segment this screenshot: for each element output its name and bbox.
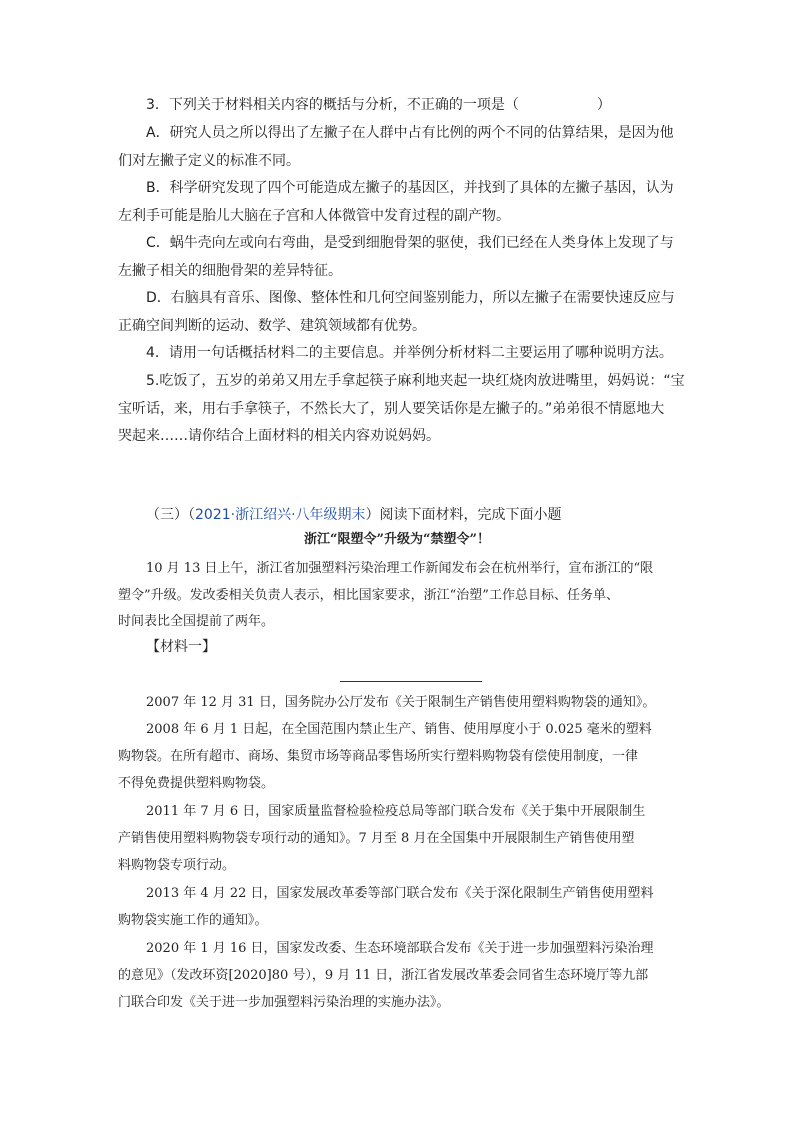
para-2013-line1: 2013 年 4 月 22 日，国家发展改革委等部门联合发布《关于深化限制生产销售使用塑料 — [146, 886, 654, 901]
para-2020-line1: 2020 年 1 月 16 日，国家发改委、生态环境部联合发布《关于进一步加强塑料污染治理 — [146, 941, 654, 956]
source-tag: 2021·浙江绍兴·八年级期末 — [195, 507, 366, 523]
para-2013-line2: 购物袋实施工作的通知》。 — [118, 913, 268, 928]
option-d-line2: 正确空间判断的运动、数学、建筑领域都有优势。 — [118, 318, 426, 334]
question-5-line3: 哭起来……请你结合上面材料的相关内容劝说妈妈。 — [118, 428, 440, 444]
para-2008-line1: 2008 年 6 月 1 日起，在全国范围内禁止生产、销售、使用厚度小于 0.025 毫米的塑料 — [146, 722, 652, 737]
intro-line1: 10 月 13 日上午，浙江省加强塑料污染治理工作新闻发布会在杭州举行，宣布浙江的“限 — [146, 561, 654, 576]
question-3-stem: 3．下列关于材料相关内容的概括与分析，不正确的一项是（ ） — [146, 97, 611, 113]
para-2020-line2: 的意见》（发改环资[2020]80 号），9 月 11 日，浙江省发展改革委会同省生态环境厅等九部 — [118, 968, 649, 983]
option-c-line2: 左撇子相关的细胞骨架的差异特征。 — [118, 263, 342, 279]
question-5-line1: 5.吃饭了，五岁的弟弟又用左手拿起筷子麻利地夹起一块红烧肉放进嘴里，妈妈说：“宝 — [146, 373, 685, 389]
option-c-line1: C．蜗牛壳向左或向右弯曲，是受到细胞骨架的驱使，我们已经在人类身体上发现了与 — [146, 235, 674, 251]
question-5-line2: 宝听话，来，用右手拿筷子，不然长大了，别人要笑话你是左撇子的。”弟弟很不情愿地大 — [118, 401, 665, 417]
para-2011-line1: 2011 年 7 月 6 日，国家质量监督检验检疫总局等部门联合发布《关于集中开展限制生 — [146, 804, 646, 819]
option-b-line2: 左利手可能是胎儿大脑在子宫和人体微管中发育过程的副产物。 — [118, 208, 510, 224]
article-title: 浙江“限塑令”升级为“禁塑令”！ — [304, 532, 490, 547]
para-2008-line3: 不得免费提供塑料购物袋。 — [118, 776, 275, 791]
option-b-line1: B．科学研究发现了四个可能造成左撇子的基因区，并找到了具体的左撇子基因，认为 — [146, 180, 674, 196]
para-2007: 2007 年 12 月 31 日，国务院办公厅发布《关于限制生产销售使用塑料购物袋的通知》。 — [146, 695, 656, 710]
option-d-line1: D．右脑具有音乐、图像、整体性和几何空间鉴别能力，所以左撇子在需要快速反应与 — [146, 290, 675, 306]
para-2020-line3: 门联合印发《关于进一步加强塑料污染治理的实施办法》。 — [118, 995, 450, 1010]
fill-in-rule — [340, 681, 482, 682]
option-a-line2: 们对左撇子定义的标准不同。 — [118, 153, 300, 169]
para-2011-line2: 产销售使用塑料购物袋专项行动的通知》。7 月至 8 月在全国集中开展限制生产销售使用塑 — [118, 831, 635, 846]
question-4: 4．请用一句话概括材料二的主要信息。并举例分析材料二主要运用了哪种说明方法。 — [146, 345, 673, 361]
para-2008-line2: 购物袋。在所有超市、商场、集贸市场等商品零售场所实行塑料购物袋有偿使用制度，一律 — [118, 749, 639, 764]
option-a-line1: A．研究人员之所以得出了左撇子在人群中占有比例的两个不同的估算结果，是因为他 — [146, 125, 674, 141]
intro-line3: 时间表比全国提前了两年。 — [118, 614, 275, 629]
para-2011-line3: 料购物袋专项行动。 — [118, 858, 236, 873]
section-3-header: （三）（2021·浙江绍兴·八年级期末）阅读下面材料，完成下面小题 — [146, 507, 562, 523]
intro-line2: 塑令”升级。发改委相关负责人表示，相比国家要求，浙江“治塑”工作总目标、任务单、 — [118, 588, 619, 603]
material-1-label: 【材料一】 — [146, 639, 216, 655]
